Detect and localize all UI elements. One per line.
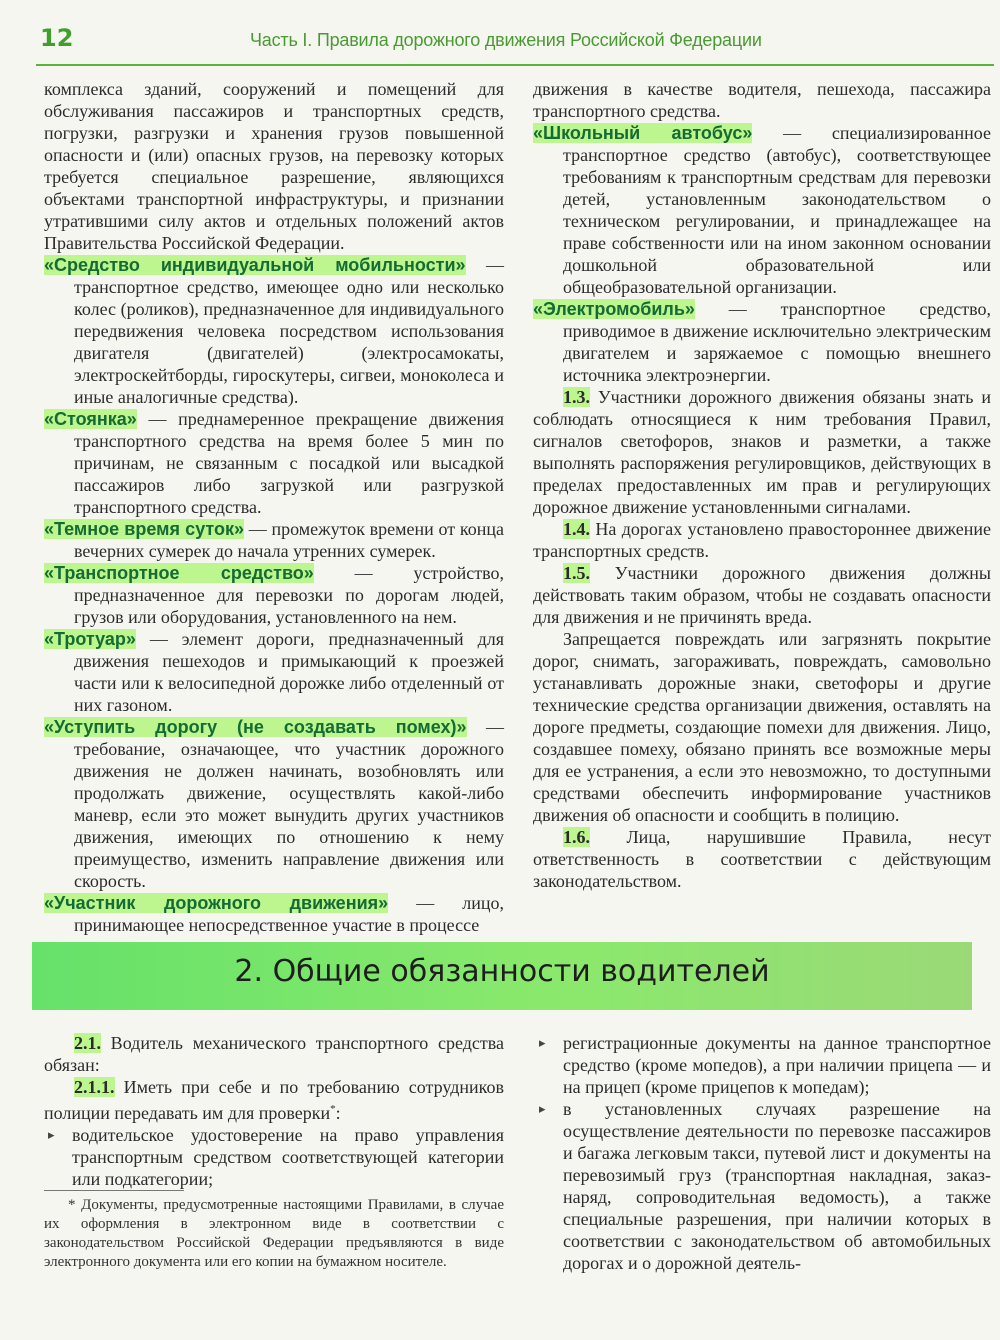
definition-term: «Школьный автобус» bbox=[533, 123, 753, 143]
rule-text: Водитель механического транспортного средства обязан: bbox=[44, 1033, 504, 1075]
section2-left-column bbox=[44, 1032, 504, 1190]
definition-item bbox=[44, 408, 504, 518]
definition-text: — промежуток времени от конца вечерних сумерек до начала утренних сумерек. bbox=[74, 519, 504, 561]
definition-term: «Электромобиль» bbox=[533, 299, 695, 319]
paragraph: комплекса зданий, сооружений и помещений для обслуживания пассажиров и транспортных средств, погрузки, разгрузки и хранения грузов повышенной опасности и (или) опасных грузов, на перевозку которых требуется специальное разрешение, являющихся объектами транспортной инфраструктуры, и признании утратившими силу актов и отдельных положений актов Правительства Российской Федерации. bbox=[44, 79, 504, 253]
rule-text: Лица, нарушившие Правила, несут ответственность в соответствии с действующим законодательством. bbox=[533, 827, 991, 891]
list-item-text: водительское удостоверение на право управления транспортным средством соответствующей категории или подкатегории; bbox=[72, 1125, 504, 1189]
definition-term: «Тротуар» bbox=[44, 629, 136, 649]
definition-item bbox=[533, 122, 991, 298]
definition-text: — устройство, предназначенное для перевозки по дорогам людей, грузов или оборудования, установленного на нем. bbox=[74, 563, 504, 627]
rule-text: Участники дорожного движения должны действовать таким образом, чтобы не создавать опасности для движения и не причинять вреда. bbox=[533, 563, 991, 627]
rule-text: Иметь при себе и по требованию сотрудников полиции передавать им для проверки bbox=[44, 1077, 504, 1123]
definition-term: «Темное время суток» bbox=[44, 519, 245, 539]
definition-item bbox=[44, 254, 504, 408]
paragraph: движения в качестве водителя, пешехода, пассажира транспортного средства. bbox=[533, 79, 991, 121]
definition-text: — требование, означающее, что участник дорожного движения не должен начинать, возобновлять или продолжать движение, осуществлять какой-либо маневр, если это может вынудить других участников движения, имеющих по отношению к нему преимущество, изменить направление движения или скорость. bbox=[74, 717, 504, 891]
list-item bbox=[535, 1032, 991, 1098]
section-number: 1.6. bbox=[563, 827, 590, 847]
definition-text: — преднамеренное прекращение движения транспортного средства на время более 5 мин по причинам, не связанным с посадкой или высадкой пассажиров либо загрузкой или разгрузкой транспортного средства. bbox=[74, 409, 504, 517]
definition-text: — транспортное средство, имеющее одно или несколько колес (роликов), предназначенное для индивидуального передвижения человека посредством использования двигателя (двигателей) (электросамокаты, электроскейтборды, гироскутеры, сигвеи, моноколеса и иные аналогичные средства). bbox=[74, 255, 504, 407]
rule-text: Участники дорожного движения обязаны знать и соблюдать относящиеся к ним требования Правил, сигналов светофоров, знаков и разметки, а также выполнять распоряжения регулировщиков, действующих в пределах предоставленных им прав и регулирующих дорожное движение установленными сигналами. bbox=[533, 387, 991, 517]
list-item bbox=[44, 1124, 504, 1190]
right-column bbox=[533, 78, 991, 892]
bullet-arrow-icon: ▸ bbox=[48, 1127, 55, 1142]
list-item bbox=[535, 1098, 991, 1274]
footnote bbox=[44, 1196, 504, 1272]
definition-item bbox=[44, 518, 504, 562]
header-rule bbox=[36, 64, 994, 66]
definition-term: «Средство индивидуальной мобильности» bbox=[44, 255, 466, 275]
rule-1-5 bbox=[533, 562, 991, 628]
definition-text: — элемент дороги, предназначенный для движения пешеходов и примыкающий к проезжей части или к велосипедной дорожке либо отделенный от них газоном. bbox=[74, 629, 504, 715]
rule-2-1-1 bbox=[44, 1076, 504, 1124]
paragraph: Запрещается повреждать или загрязнять покрытие дорог, снимать, загораживать, повреждать, самовольно устанавливать дорожные знаки, светофоры и другие технические средства организации движения, оставлять на дороге предметы, создающие помехи для движения. Лицо, создавшее помеху, обязано принять все возможные меры для ее устранения, а если это невозможно, то доступными средствами обеспечить информирование участников движения об опасности и сообщить в полицию. bbox=[533, 629, 991, 825]
running-head: Часть I. Правила дорожного движения Российской Федерации bbox=[250, 30, 762, 50]
footnote-rule bbox=[44, 1190, 184, 1191]
page-header bbox=[0, 0, 1000, 70]
footnote-marker: * bbox=[330, 1103, 336, 1115]
definition-text: — специализированное транспортное средство (автобус), соответствующее требованиям к транспортным средствам для перевозки детей, установленным законодательством о техническом регулировании, и принадлежащее на праве собственности или на ином законном основании дошкольной образовательной или общеобразовательной организации. bbox=[563, 123, 992, 297]
list-item-text: в установленных случаях разрешение на осуществление деятельности по перевозке пассажиров и багажа легковым такси, путевой лист и документы на перевозимый груз (транспортная накладная, заказ-наряд, сопроводительная ведомость), а также специальные разрешения, при наличии которых в соответствии с законодательством об автомобильных дорогах и о дорожной деятель- bbox=[563, 1099, 991, 1273]
page-number: 12 bbox=[40, 24, 74, 52]
section-number: 2.1.1. bbox=[74, 1077, 115, 1097]
rule-1-6 bbox=[533, 826, 991, 892]
definition-item bbox=[44, 628, 504, 716]
section-title: 2. Общие обязанности водителей bbox=[234, 954, 770, 989]
bullet-arrow-icon: ▸ bbox=[539, 1035, 546, 1050]
bullet-arrow-icon: ▸ bbox=[539, 1101, 546, 1116]
section-banner bbox=[32, 942, 972, 1010]
definition-term: «Участник дорожного движения» bbox=[44, 893, 389, 913]
definition-term: «Стоянка» bbox=[44, 409, 137, 429]
section2-right-column bbox=[535, 1032, 991, 1274]
definition-item bbox=[44, 892, 504, 936]
section-number: 1.5. bbox=[563, 563, 590, 583]
rule-1-3 bbox=[533, 386, 991, 518]
section-number: 2.1. bbox=[74, 1033, 101, 1053]
definition-item bbox=[533, 298, 991, 386]
definition-term: «Транспортное средство» bbox=[44, 563, 314, 583]
footnote-text: * Документы, предусмотренные настоящими Правилами, в случае их оформления в электронном виде в соответствии с законодательством Российской Федерации предъявляются в виде электронного документа или его копии на бумажном носителе. bbox=[44, 1197, 504, 1270]
left-column bbox=[44, 78, 504, 936]
definition-text: — транспортное средство, приводимое в движение исключительно электрическим двигателем и заряжаемое с помощью внешнего источника электроэнергии. bbox=[563, 299, 991, 385]
definition-item bbox=[44, 562, 504, 628]
rule-2-1 bbox=[44, 1032, 504, 1076]
definition-item bbox=[44, 716, 504, 892]
definition-term: «Уступить дорогу (не создавать помех)» bbox=[44, 717, 467, 737]
rule-1-4 bbox=[533, 518, 991, 562]
definition-text: — лицо, принимающее непосредственное участие в процессе bbox=[74, 893, 505, 935]
rule-text-end: : bbox=[335, 1103, 341, 1123]
list-item-text: регистрационные документы на данное транспортное средство (кроме мопедов), а при наличии прицепа — и на прицеп (кроме прицепов к мопедам); bbox=[563, 1033, 991, 1097]
section-number: 1.3. bbox=[563, 387, 590, 407]
rule-text: На дорогах установлено правостороннее движение транспортных средств. bbox=[533, 519, 991, 561]
section-number: 1.4. bbox=[563, 519, 590, 539]
